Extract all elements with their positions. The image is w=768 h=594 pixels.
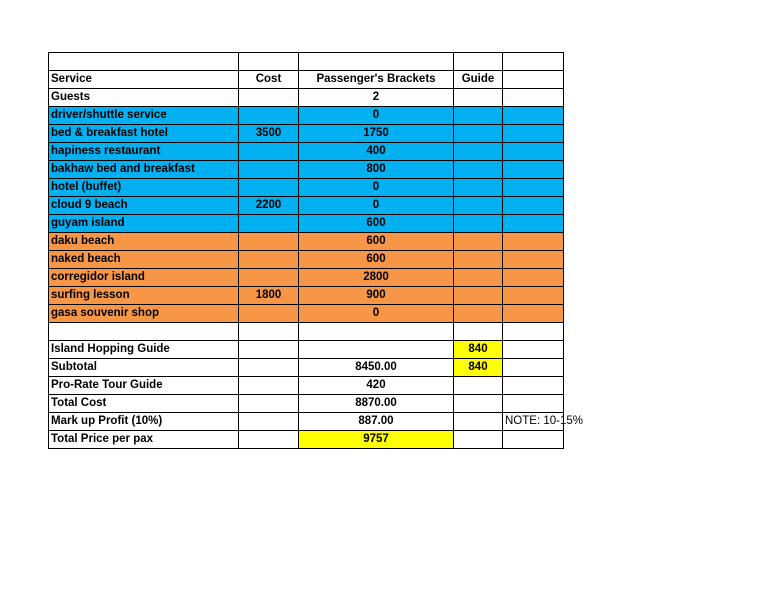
service-cost[interactable] — [239, 143, 299, 161]
service-guide[interactable] — [454, 143, 503, 161]
cell[interactable] — [49, 53, 239, 71]
service-row — [49, 143, 564, 161]
total-price-value[interactable]: 9757 — [299, 431, 454, 449]
cell[interactable] — [503, 305, 564, 323]
service-bracket[interactable]: 600 — [299, 251, 454, 269]
service-cost[interactable] — [239, 251, 299, 269]
service-name[interactable]: gasa souvenir shop — [49, 305, 239, 323]
island-guide-label[interactable]: Island Hopping Guide — [49, 341, 239, 359]
cell[interactable] — [503, 359, 564, 377]
cell[interactable] — [503, 377, 564, 395]
service-row — [49, 197, 564, 215]
cell[interactable] — [239, 53, 299, 71]
cell[interactable] — [503, 341, 564, 359]
service-guide[interactable] — [454, 107, 503, 125]
service-bracket[interactable]: 1750 — [299, 125, 454, 143]
cell[interactable] — [503, 53, 564, 71]
island-guide-value[interactable]: 840 — [454, 341, 503, 359]
prorate-row — [49, 377, 564, 395]
markup-note: NOTE: 10-15% — [505, 415, 583, 427]
header-service[interactable]: Service — [49, 71, 239, 89]
cell[interactable] — [503, 143, 564, 161]
service-guide[interactable] — [454, 161, 503, 179]
header-guide[interactable]: Guide — [454, 71, 503, 89]
service-cost[interactable]: 2200 — [239, 197, 299, 215]
service-guide[interactable] — [454, 215, 503, 233]
cell[interactable] — [503, 107, 564, 125]
pricing-table — [48, 52, 583, 449]
service-name[interactable]: naked beach — [49, 251, 239, 269]
service-name[interactable]: bed & breakfast hotel — [49, 125, 239, 143]
guests-row — [49, 89, 564, 107]
cell[interactable] — [503, 269, 564, 287]
service-name[interactable]: hotel (buffet) — [49, 179, 239, 197]
cell[interactable] — [239, 431, 299, 449]
service-cost[interactable] — [239, 269, 299, 287]
cell[interactable] — [239, 323, 299, 341]
cell[interactable] — [454, 413, 503, 431]
total-price-label[interactable]: Total Price per pax — [49, 431, 239, 449]
total-cost-row — [49, 395, 564, 413]
service-bracket[interactable]: 0 — [299, 107, 454, 125]
service-row — [49, 161, 564, 179]
cell[interactable] — [454, 395, 503, 413]
service-row — [49, 179, 564, 197]
cell[interactable] — [503, 179, 564, 197]
subtotal-label[interactable]: Subtotal — [49, 359, 239, 377]
service-guide[interactable] — [454, 179, 503, 197]
cell[interactable] — [299, 53, 454, 71]
service-guide[interactable] — [454, 233, 503, 251]
service-name[interactable]: driver/shuttle service — [49, 107, 239, 125]
service-guide[interactable] — [454, 125, 503, 143]
service-row — [49, 107, 564, 125]
service-cost[interactable] — [239, 179, 299, 197]
prorate-label[interactable]: Pro-Rate Tour Guide — [49, 377, 239, 395]
guests-label[interactable]: Guests — [49, 89, 239, 107]
cell[interactable] — [239, 395, 299, 413]
cell[interactable] — [239, 377, 299, 395]
cell[interactable] — [454, 53, 503, 71]
service-bracket[interactable]: 600 — [299, 233, 454, 251]
cell[interactable] — [503, 323, 564, 341]
header-row — [49, 71, 564, 89]
service-name[interactable]: hapiness restaurant — [49, 143, 239, 161]
cell[interactable] — [503, 161, 564, 179]
cell[interactable] — [454, 377, 503, 395]
cell[interactable] — [299, 341, 454, 359]
markup-label[interactable]: Mark up Profit (10%) — [49, 413, 239, 431]
service-row — [49, 305, 564, 323]
service-bracket[interactable]: 900 — [299, 287, 454, 305]
service-name[interactable]: cloud 9 beach — [49, 197, 239, 215]
cell[interactable] — [454, 89, 503, 107]
service-name[interactable]: bakhaw bed and breakfast — [49, 161, 239, 179]
service-cost[interactable]: 1800 — [239, 287, 299, 305]
cell[interactable] — [503, 215, 564, 233]
service-row — [49, 251, 564, 269]
cell[interactable] — [239, 359, 299, 377]
cell[interactable] — [299, 323, 454, 341]
header-brackets[interactable]: Passenger's Brackets — [299, 71, 454, 89]
total-cost-label[interactable]: Total Cost — [49, 395, 239, 413]
service-row — [49, 215, 564, 233]
service-name[interactable]: guyam island — [49, 215, 239, 233]
service-cost[interactable] — [239, 161, 299, 179]
service-name[interactable]: daku beach — [49, 233, 239, 251]
cell[interactable] — [239, 413, 299, 431]
total-cost-value[interactable]: 8870.00 — [299, 395, 454, 413]
service-bracket[interactable]: 600 — [299, 215, 454, 233]
cell[interactable] — [239, 341, 299, 359]
island-guide-row — [49, 341, 564, 359]
service-bracket[interactable]: 0 — [299, 179, 454, 197]
cell[interactable] — [503, 251, 564, 269]
service-cost[interactable] — [239, 215, 299, 233]
service-cost[interactable] — [239, 233, 299, 251]
service-bracket[interactable]: 2800 — [299, 269, 454, 287]
service-cost[interactable] — [239, 305, 299, 323]
guests-value[interactable]: 2 — [299, 89, 454, 107]
subtotal-value[interactable]: 8450.00 — [299, 359, 454, 377]
cell[interactable] — [503, 89, 564, 107]
service-row — [49, 287, 564, 305]
service-guide[interactable] — [454, 269, 503, 287]
header-cost[interactable]: Cost — [239, 71, 299, 89]
service-row — [49, 233, 564, 251]
cell[interactable] — [503, 233, 564, 251]
service-guide[interactable] — [454, 251, 503, 269]
empty-spacer-row — [49, 323, 564, 341]
cell[interactable] — [454, 323, 503, 341]
cell[interactable] — [503, 431, 564, 449]
service-bracket[interactable]: 0 — [299, 305, 454, 323]
service-guide[interactable] — [454, 287, 503, 305]
cell[interactable] — [503, 197, 564, 215]
service-cost[interactable]: 3500 — [239, 125, 299, 143]
service-name[interactable]: surfing lesson — [49, 287, 239, 305]
service-guide[interactable] — [454, 197, 503, 215]
service-row — [49, 125, 564, 143]
subtotal-row — [49, 359, 564, 377]
service-row — [49, 269, 564, 287]
service-bracket[interactable]: 400 — [299, 143, 454, 161]
service-name[interactable]: corregidor island — [49, 269, 239, 287]
note-cell[interactable] — [503, 413, 583, 431]
service-cost[interactable] — [239, 107, 299, 125]
markup-row — [49, 413, 564, 431]
empty-top-row — [49, 53, 564, 71]
markup-value[interactable]: 887.00 — [299, 413, 454, 431]
cell[interactable] — [503, 125, 564, 143]
total-price-row — [49, 431, 564, 449]
cell[interactable] — [454, 431, 503, 449]
service-bracket[interactable]: 0 — [299, 197, 454, 215]
cell[interactable] — [503, 395, 564, 413]
cell[interactable] — [239, 89, 299, 107]
prorate-value[interactable]: 420 — [299, 377, 454, 395]
cell[interactable] — [503, 287, 564, 305]
service-bracket[interactable]: 800 — [299, 161, 454, 179]
cell[interactable] — [49, 323, 239, 341]
subtotal-guide-value[interactable]: 840 — [454, 359, 503, 377]
cell[interactable] — [503, 71, 564, 89]
service-guide[interactable] — [454, 305, 503, 323]
